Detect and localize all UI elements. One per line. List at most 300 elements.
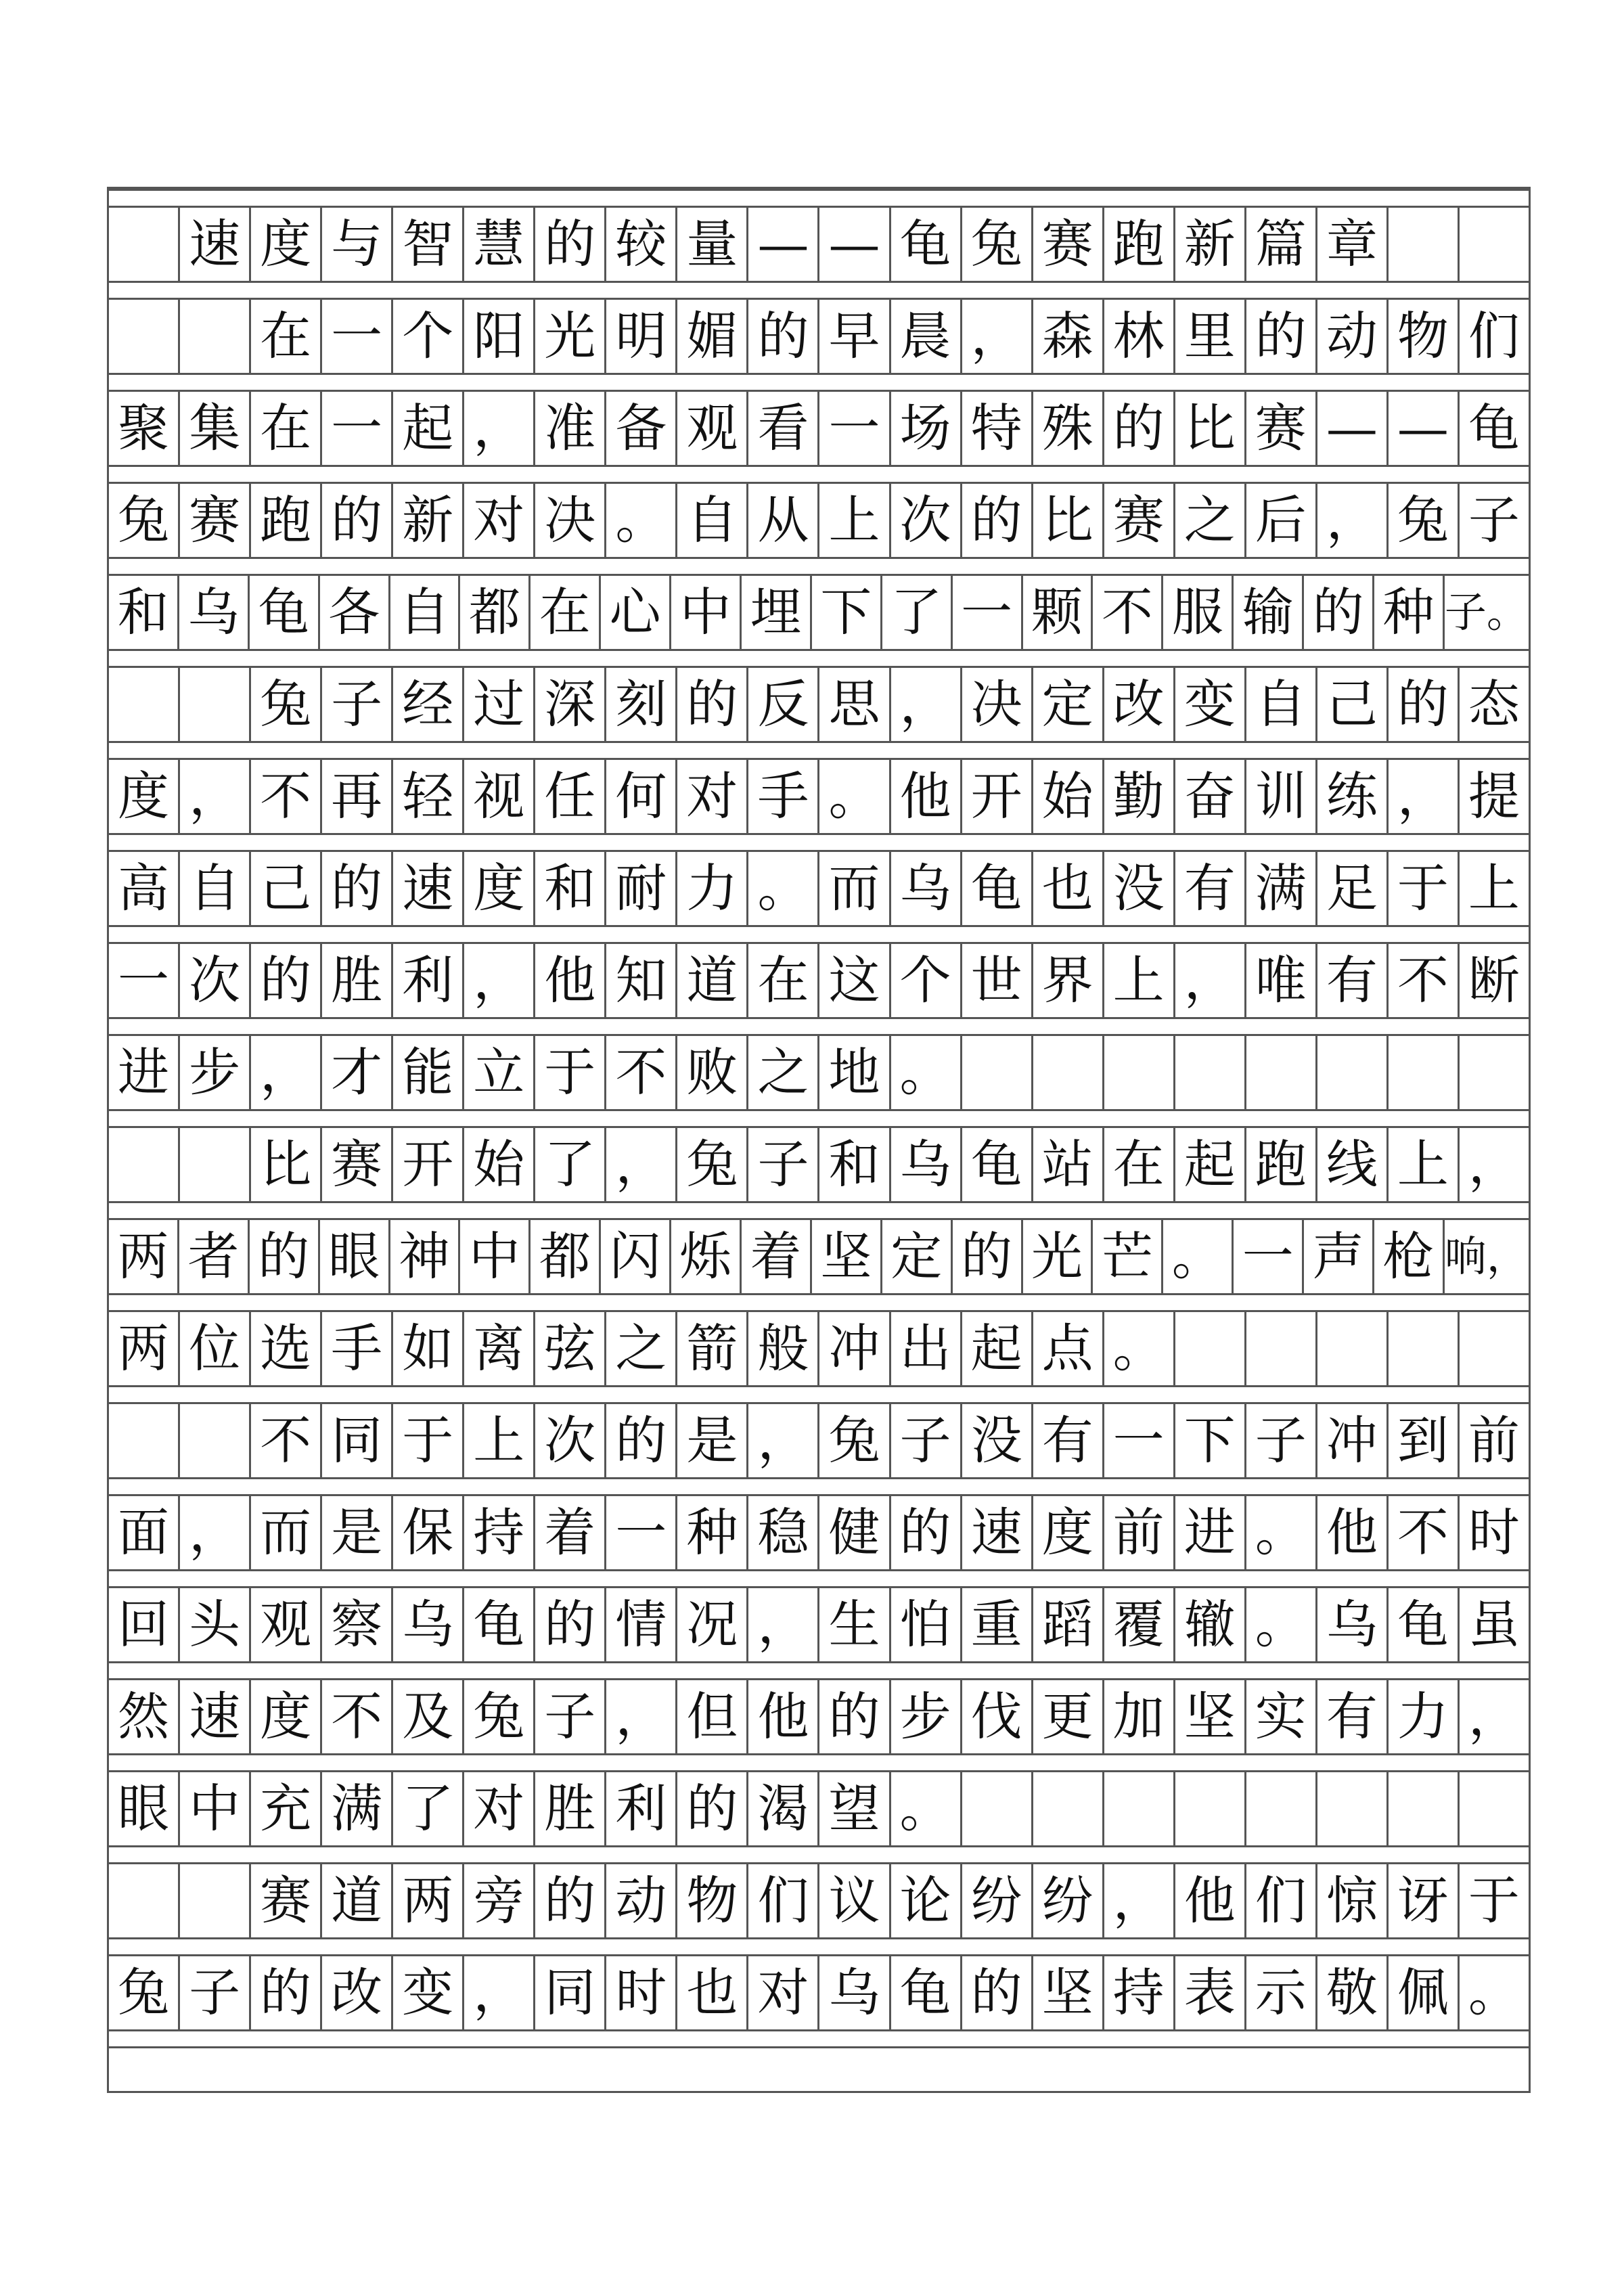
grid-cell: 之 <box>746 1036 817 1109</box>
grid-cell: 速 <box>178 208 249 281</box>
grid-cell: 中 <box>669 576 740 649</box>
grid-cell: 烁 <box>669 1220 740 1293</box>
grid-cell: 观 <box>249 1588 320 1661</box>
grid-cell: 满 <box>1244 852 1315 925</box>
text-row <box>109 760 1529 833</box>
grid-cell: 思 <box>817 668 888 741</box>
text-row <box>109 1128 1529 1201</box>
grid-cell: 始 <box>462 1128 533 1201</box>
row-spacer <box>109 741 1529 760</box>
grid-cell: 健 <box>817 1496 888 1569</box>
grid-cell: 。 <box>1244 1496 1315 1569</box>
grid-cell: 败 <box>675 1036 746 1109</box>
grid-cell: 出 <box>889 1312 960 1385</box>
row-spacer <box>109 1201 1529 1220</box>
grid-cell: 龟 <box>462 1588 533 1661</box>
grid-cell: 在 <box>1102 1128 1173 1201</box>
grid-cell: 。 <box>1458 1956 1529 2029</box>
grid-cell: 蹈 <box>1031 1588 1102 1661</box>
grid-cell: 。 <box>889 1772 960 1845</box>
row-spacer <box>109 1293 1529 1312</box>
grid-cell: 乌 <box>889 852 960 925</box>
grid-cell: ， <box>462 944 533 1017</box>
grid-cell: 。 <box>1244 1588 1315 1661</box>
grid-cell: ， <box>960 300 1031 373</box>
grid-cell: 个 <box>391 300 462 373</box>
grid-cell <box>1031 1772 1102 1845</box>
grid-cell: 的 <box>248 1220 318 1293</box>
grid-cell: 各 <box>318 576 388 649</box>
grid-cell: 阳 <box>462 300 533 373</box>
grid-cell: 物 <box>675 1864 746 1937</box>
grid-cell: 起 <box>391 392 462 465</box>
grid-cell: 及 <box>391 1680 462 1753</box>
grid-cell <box>178 1128 249 1201</box>
grid-cell: 是 <box>320 1496 391 1569</box>
grid-cell: 箭 <box>675 1312 746 1385</box>
grid-cell: 但 <box>675 1680 746 1753</box>
grid-cell: 他 <box>746 1680 817 1753</box>
grid-cell: 。 <box>604 484 675 557</box>
grid-cell: 前 <box>1102 1496 1173 1569</box>
grid-cell: 于 <box>391 1404 462 1477</box>
grid-cell: 的 <box>675 1772 746 1845</box>
row-spacer <box>109 1937 1529 1956</box>
grid-cell: 加 <box>1102 1680 1173 1753</box>
grid-cell: 点 <box>1031 1312 1102 1385</box>
grid-cell: 的 <box>817 1680 888 1753</box>
grid-cell: 林 <box>1102 300 1173 373</box>
grid-cell: 比 <box>1173 392 1244 465</box>
grid-cell: 下 <box>810 576 880 649</box>
text-row <box>109 1312 1529 1385</box>
grid-cell: 一 <box>604 1496 675 1569</box>
grid-cell: 论 <box>889 1864 960 1937</box>
grid-cell: 。 <box>1102 1312 1173 1385</box>
grid-cell: 子 <box>1244 1404 1315 1477</box>
grid-cell: 次 <box>533 1404 604 1477</box>
grid-cell: 里 <box>1173 300 1244 373</box>
grid-cell: 时 <box>604 1956 675 2029</box>
grid-cell: 他 <box>533 944 604 1017</box>
grid-cell: 胜 <box>533 1772 604 1845</box>
grid-cell <box>960 1772 1031 1845</box>
grid-cell: ， <box>746 1588 817 1661</box>
grid-cell: 他 <box>1173 1864 1244 1937</box>
grid-cell: 渴 <box>746 1772 817 1845</box>
grid-cell: 乌 <box>391 1588 462 1661</box>
grid-cell: 较 <box>604 208 675 281</box>
grid-cell: 晨 <box>889 300 960 373</box>
row-spacer <box>109 189 1529 208</box>
grid-cell: 度 <box>118 766 170 826</box>
grid-cell: ， <box>462 392 533 465</box>
title-row <box>109 208 1529 281</box>
grid-cell: ， <box>1458 1128 1529 1201</box>
grid-cell: 子 <box>889 1404 960 1477</box>
grid-cell: 勤 <box>1102 760 1173 833</box>
grid-cell: 的 <box>1102 392 1173 465</box>
grid-cell: 坚 <box>810 1220 880 1293</box>
grid-cell <box>109 1404 178 1477</box>
grid-cell <box>1244 1036 1315 1109</box>
grid-cell: 提 <box>1458 760 1529 833</box>
grid-cell: 之 <box>604 1312 675 1385</box>
grid-cell <box>1315 1312 1386 1385</box>
grid-cell: 立 <box>462 1036 533 1109</box>
grid-cell: 芒 <box>1091 1220 1161 1293</box>
text-row <box>109 1956 1529 2029</box>
grid-cell: 利 <box>391 944 462 1017</box>
grid-cell: ， <box>889 668 960 741</box>
grid-cell: 篇 <box>1244 208 1315 281</box>
grid-cell: 定 <box>880 1220 951 1293</box>
grid-cell: 子 <box>533 1680 604 1753</box>
grid-cell: 一 <box>320 300 391 373</box>
grid-cell: 深 <box>533 668 604 741</box>
grid-cell: 聚 <box>118 398 170 458</box>
row-spacer <box>109 1753 1529 1772</box>
grid-cell: 辙 <box>1173 1588 1244 1661</box>
grid-cell: 的 <box>960 484 1031 557</box>
grid-cell: 利 <box>604 1772 675 1845</box>
grid-cell: 度 <box>249 208 320 281</box>
grid-cell: 稳 <box>746 1496 817 1569</box>
grid-cell: 量 <box>675 208 746 281</box>
grid-cell: — <box>1315 392 1386 465</box>
grid-cell: 地 <box>817 1036 888 1109</box>
row-spacer <box>109 1017 1529 1036</box>
grid-cell: 力 <box>675 852 746 925</box>
grid-cell: 章 <box>1315 208 1386 281</box>
grid-cell <box>1031 1036 1102 1109</box>
grid-cell: 龟 <box>889 1956 960 2029</box>
grid-cell: 。 <box>889 1036 960 1109</box>
grid-cell: 断 <box>1458 944 1529 1017</box>
grid-cell: 满 <box>320 1772 391 1845</box>
grid-cell: 表 <box>1173 1956 1244 2029</box>
grid-cell: 刻 <box>604 668 675 741</box>
grid-cell: 变 <box>391 1956 462 2029</box>
text-row <box>109 668 1529 741</box>
grid-cell: 和 <box>817 1128 888 1201</box>
grid-cell: 。 <box>1161 1220 1232 1293</box>
text-row <box>109 1220 1529 1293</box>
grid-cell: 覆 <box>1102 1588 1173 1661</box>
grid-cell <box>1173 1036 1244 1109</box>
grid-cell: 着 <box>740 1220 810 1293</box>
grid-cell: 的 <box>1386 668 1458 741</box>
grid-cell: 比 <box>1031 484 1102 557</box>
grid-cell: 速 <box>178 1680 249 1753</box>
grid-cell: ， <box>604 1680 675 1753</box>
grid-cell: 准 <box>533 392 604 465</box>
grid-cell: 冲 <box>1315 1404 1386 1477</box>
grid-cell: 般 <box>746 1312 817 1385</box>
row-spacer <box>109 1569 1529 1588</box>
grid-cell: 兔 <box>462 1680 533 1753</box>
grid-cell: 乌 <box>177 576 248 649</box>
grid-cell: 上 <box>1386 1128 1458 1201</box>
grid-cell: 的 <box>249 1956 320 2029</box>
row-spacer <box>109 649 1529 668</box>
grid-cell <box>1102 1036 1173 1109</box>
grid-cell <box>1386 1312 1458 1385</box>
grid-cell: 兔 <box>249 668 320 741</box>
text-row <box>109 484 1529 557</box>
grid-cell <box>1244 1772 1315 1845</box>
grid-cell: — <box>817 208 888 281</box>
grid-cell: 者 <box>177 1220 248 1293</box>
grid-cell: 自 <box>388 576 459 649</box>
grid-cell: 的 <box>320 852 391 925</box>
grid-cell <box>109 208 178 281</box>
grid-cell: 上 <box>462 1404 533 1477</box>
row-spacer <box>109 833 1529 852</box>
grid-cell: 比 <box>249 1128 320 1201</box>
grid-cell: 在 <box>249 300 320 373</box>
grid-cell: 何 <box>604 760 675 833</box>
grid-cell: 时 <box>1458 1496 1529 1569</box>
grid-cell: 是 <box>675 1404 746 1477</box>
grid-cell: 枪 <box>1372 1220 1443 1293</box>
grid-cell: 于 <box>533 1036 604 1109</box>
grid-cell <box>178 1864 249 1937</box>
grid-cell: 到 <box>1386 1404 1458 1477</box>
grid-cell: 兔 <box>817 1404 888 1477</box>
grid-cell: 的 <box>533 208 604 281</box>
grid-cell: 变 <box>1173 668 1244 741</box>
grid-cell: 兔 <box>675 1128 746 1201</box>
grid-cell: 在 <box>249 392 320 465</box>
row-spacer <box>109 1477 1529 1496</box>
grid-cell <box>1173 1312 1244 1385</box>
grid-cell: ， <box>1315 484 1386 557</box>
grid-cell: 同 <box>533 1956 604 2029</box>
grid-cell: 观 <box>675 392 746 465</box>
grid-cell: 明 <box>604 300 675 373</box>
grid-cell: 而 <box>249 1496 320 1569</box>
grid-cell: 议 <box>817 1864 888 1937</box>
grid-cell: 开 <box>391 1128 462 1201</box>
grid-cell: 而 <box>817 852 888 925</box>
grid-cell: 眼 <box>318 1220 388 1293</box>
row-spacer <box>109 281 1529 300</box>
grid-cell: 不 <box>1386 1496 1458 1569</box>
grid-cell: 头 <box>178 1588 249 1661</box>
grid-cell: 兔 <box>118 490 170 550</box>
grid-cell: 的 <box>889 1496 960 1569</box>
grid-cell: 了 <box>880 576 951 649</box>
grid-cell: 没 <box>960 1404 1031 1477</box>
grid-cell: 子 <box>320 668 391 741</box>
grid-cell: 他 <box>889 760 960 833</box>
grid-cell: 赛 <box>1102 484 1173 557</box>
grid-cell: 都 <box>528 1220 599 1293</box>
grid-cell: 察 <box>320 1588 391 1661</box>
grid-cell: 龟 <box>960 1128 1031 1201</box>
row-spacer <box>109 1661 1529 1680</box>
grid-cell: 和 <box>117 582 169 642</box>
grid-cell: 度 <box>462 852 533 925</box>
grid-cell <box>1315 1036 1386 1109</box>
grid-cell: 种 <box>675 1496 746 1569</box>
text-row <box>109 1864 1529 1937</box>
grid-cell <box>1458 208 1529 281</box>
grid-cell: ， <box>178 1496 249 1569</box>
grid-cell: 更 <box>1031 1680 1102 1753</box>
grid-cell: 跑 <box>249 484 320 557</box>
text-row <box>109 1404 1529 1477</box>
grid-cell: 步 <box>178 1036 249 1109</box>
grid-cell: ， <box>746 1404 817 1477</box>
grid-cell: 力 <box>1386 1680 1458 1753</box>
grid-cell: 的 <box>533 1864 604 1937</box>
grid-cell: 道 <box>320 1864 391 1937</box>
grid-cell: 次 <box>889 484 960 557</box>
row-spacer <box>109 2029 1529 2048</box>
grid-cell: — <box>1386 392 1458 465</box>
grid-cell: 生 <box>817 1588 888 1661</box>
grid-cell <box>1458 1312 1529 1385</box>
grid-cell: 兔 <box>118 1962 170 2023</box>
grid-cell: 。 <box>746 852 817 925</box>
grid-cell <box>1458 1036 1529 1109</box>
grid-cell: 界 <box>1031 944 1102 1017</box>
grid-cell: ， <box>1173 944 1244 1017</box>
grid-cell: 自 <box>1244 668 1315 741</box>
grid-cell: 再 <box>320 760 391 833</box>
grid-cell: 的 <box>1302 576 1372 649</box>
grid-cell: 唯 <box>1244 944 1315 1017</box>
grid-cell: 决 <box>960 668 1031 741</box>
grid-cell: 森 <box>1031 300 1102 373</box>
grid-cell: 有 <box>1315 944 1386 1017</box>
grid-cell: 们 <box>746 1864 817 1937</box>
grid-cell: 望 <box>817 1772 888 1845</box>
grid-cell: 之 <box>1173 484 1244 557</box>
grid-cell: 耐 <box>604 852 675 925</box>
grid-cell: 声 <box>1302 1220 1372 1293</box>
grid-cell: 也 <box>1031 852 1102 925</box>
grid-cell: 种 <box>1372 576 1443 649</box>
grid-cell: 的 <box>675 668 746 741</box>
grid-cell: 己 <box>249 852 320 925</box>
grid-cell <box>1315 1772 1386 1845</box>
grid-cell: 面 <box>118 1502 170 1562</box>
grid-cell: 子 <box>746 1128 817 1201</box>
grid-cell: 跑 <box>1102 208 1173 281</box>
grid-cell: 的 <box>960 1956 1031 2029</box>
row-spacer <box>109 925 1529 944</box>
grid-cell: 个 <box>889 944 960 1017</box>
grid-cell: 对 <box>462 1772 533 1845</box>
grid-cell: 度 <box>1031 1496 1102 1569</box>
grid-cell: 速 <box>391 852 462 925</box>
grid-cell: 旁 <box>462 1864 533 1937</box>
grid-cell: 乌 <box>817 1956 888 2029</box>
grid-cell: 早 <box>817 300 888 373</box>
grid-cell: 和 <box>533 852 604 925</box>
grid-cell: 自 <box>178 852 249 925</box>
grid-cell: 在 <box>746 944 817 1017</box>
grid-cell: 服 <box>1161 576 1232 649</box>
grid-cell: 龟 <box>960 852 1031 925</box>
grid-cell: 下 <box>1173 1404 1244 1477</box>
grid-cell: 对 <box>462 484 533 557</box>
grid-cell: 乌 <box>889 1128 960 1201</box>
grid-cell: 。 <box>817 760 888 833</box>
grid-cell: 持 <box>1102 1956 1173 2029</box>
grid-cell: 定 <box>1031 668 1102 741</box>
grid-cell: ， <box>249 1036 320 1109</box>
grid-cell: 的 <box>249 944 320 1017</box>
text-row <box>109 944 1529 1017</box>
text-row <box>109 392 1529 465</box>
grid-cell: 讶 <box>1386 1864 1458 1937</box>
grid-cell: 光 <box>533 300 604 373</box>
grid-cell: 坚 <box>1173 1680 1244 1753</box>
grid-cell: 线 <box>1315 1128 1386 1201</box>
grid-cell: 兔 <box>1386 484 1458 557</box>
grid-cell: 轻 <box>391 760 462 833</box>
grid-cell: 集 <box>178 392 249 465</box>
grid-cell: 实 <box>1244 1680 1315 1753</box>
grid-cell <box>1102 1772 1173 1845</box>
grid-cell: 胜 <box>320 944 391 1017</box>
grid-cell: 中 <box>178 1772 249 1845</box>
grid-cell: 备 <box>604 392 675 465</box>
grid-cell: 跑 <box>1244 1128 1315 1201</box>
grid-cell: 充 <box>249 1772 320 1845</box>
grid-cell: 子 <box>1458 484 1529 557</box>
grid-cell: 手 <box>746 760 817 833</box>
grid-cell: 重 <box>960 1588 1031 1661</box>
grid-cell: 纷 <box>1031 1864 1102 1937</box>
grid-cell: 离 <box>462 1312 533 1385</box>
grid-cell: 的 <box>533 1588 604 1661</box>
grid-cell: 始 <box>1031 760 1102 833</box>
grid-cell: 了 <box>533 1128 604 1201</box>
grid-cell: 新 <box>391 484 462 557</box>
grid-cell: 媚 <box>675 300 746 373</box>
grid-cell: 纷 <box>960 1864 1031 1937</box>
grid-cell: — <box>746 208 817 281</box>
grid-cell: 道 <box>675 944 746 1017</box>
grid-cell: 都 <box>458 576 528 649</box>
grid-cell: 两 <box>118 1318 170 1378</box>
grid-cell: 有 <box>1031 1404 1102 1477</box>
text-row <box>109 1588 1529 1661</box>
grid-cell: 过 <box>462 668 533 741</box>
grid-cell: 有 <box>1173 852 1244 925</box>
grid-cell: 坚 <box>1031 1956 1102 2029</box>
grid-cell: 进 <box>118 1042 170 1102</box>
grid-cell: 能 <box>391 1036 462 1109</box>
grid-cell: 态 <box>1458 668 1529 741</box>
grid-cell: ， <box>178 760 249 833</box>
grid-cell: 闪 <box>599 1220 669 1293</box>
grid-cell: 眼 <box>118 1778 170 1839</box>
grid-cell: 们 <box>1244 1864 1315 1937</box>
grid-cell <box>1458 1772 1529 1845</box>
grid-cell: 一 <box>118 950 170 1010</box>
grid-cell <box>109 1128 178 1201</box>
grid-cell: 手 <box>320 1312 391 1385</box>
grid-cell: 新 <box>1173 208 1244 281</box>
grid-cell: 智 <box>391 208 462 281</box>
grid-cell: 的 <box>1244 300 1315 373</box>
